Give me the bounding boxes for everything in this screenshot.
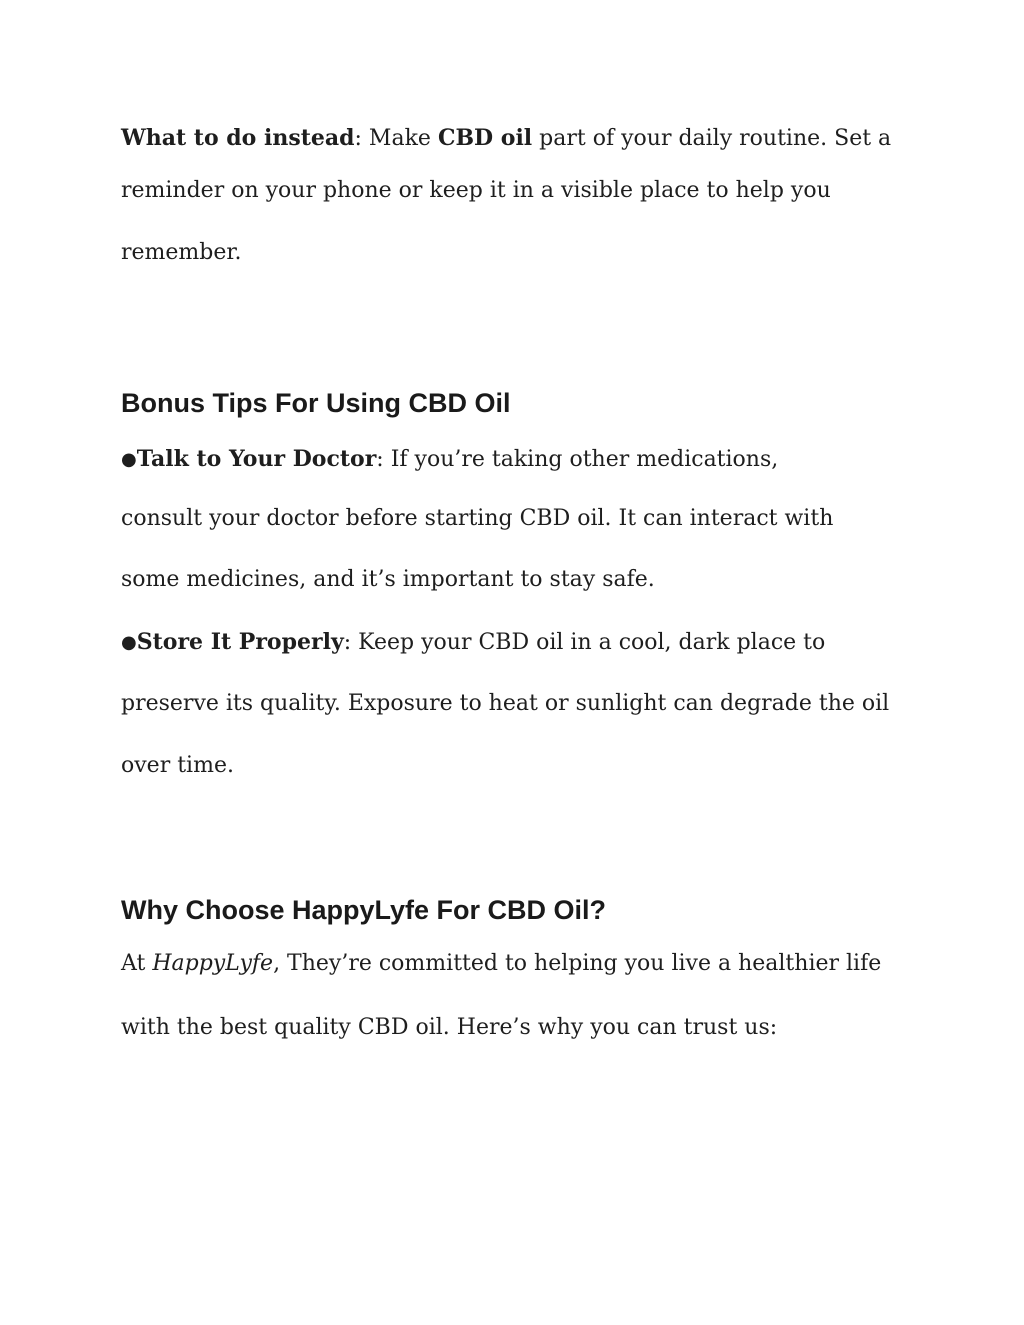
- tip-doctor-title: Talk to Your Doctor: [136, 446, 377, 472]
- intro-cbd-bold: CBD oil: [437, 125, 533, 151]
- intro-line-1-rest: part of your daily routine. Set a: [532, 126, 892, 151]
- why-choose-heading: Why Choose HappyLyfe For CBD Oil?: [121, 895, 607, 925]
- why-choose-line-1: [121, 950, 881, 978]
- intro-line-3: remember.: [121, 240, 242, 265]
- tip-doctor-line-3: some medicines, and it’s important to stay safe.: [121, 567, 655, 592]
- why-choose-line-1-rest: , They’re committed to helping you live a healthier life: [273, 951, 882, 976]
- brand-name-italic: HappyLyfe: [152, 951, 274, 976]
- tip-store-line-1: [121, 628, 825, 657]
- why-choose-prefix: At: [121, 951, 153, 976]
- tip-store-line-2: preserve its quality. Exposure to heat or sunlight can degrade the oil: [121, 691, 890, 716]
- tip-doctor-line-2: consult your doctor before starting CBD oil. It can interact with: [121, 506, 834, 531]
- tip-store-sep: :: [343, 630, 352, 655]
- tip-doctor-line-1-rest: If you’re taking other medications,: [383, 447, 779, 472]
- tip-store-line-3: over time.: [121, 753, 234, 778]
- intro-line-2: reminder on your phone or keep it in a visible place to help you: [121, 178, 831, 203]
- intro-lead-bold: What to do instead: [121, 125, 355, 151]
- intro-line-1: [121, 124, 891, 153]
- bullet-icon: ●: [121, 632, 137, 653]
- tip-doctor-sep: :: [376, 447, 384, 472]
- why-choose-line-2: with the best quality CBD oil. Here’s why you can trust us:: [121, 1015, 778, 1040]
- tip-doctor-line-1: [121, 445, 778, 474]
- intro-lead-sep: : Make: [354, 126, 438, 151]
- bonus-tips-heading: Bonus Tips For Using CBD Oil: [121, 388, 511, 418]
- tip-store-title: Store It Properly: [136, 629, 344, 655]
- bullet-icon: ●: [121, 449, 137, 470]
- tip-store-line-1-rest: Keep your CBD oil in a cool, dark place to: [351, 630, 826, 655]
